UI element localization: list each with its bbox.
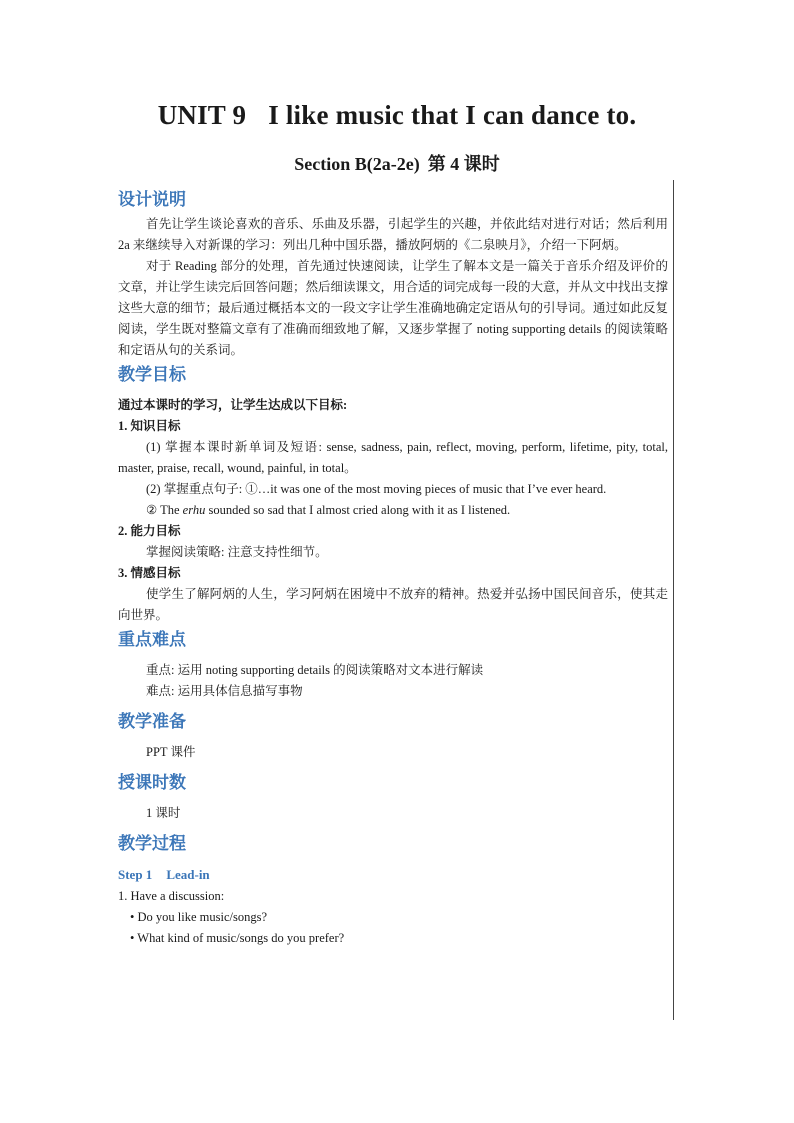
discussion-bullet-2: • What kind of music/songs do you prefer? — [130, 931, 345, 945]
hours-heading: 授课时数 — [118, 773, 186, 793]
emotion-text: 使学生了解阿炳的人生，学习阿炳在困境中不放弃的精神。热爱并弘扬中国民间音乐，使其走向世界。 — [118, 587, 668, 622]
unit-title: I like music that I can dance to. — [268, 100, 637, 130]
prep-heading: 教学准备 — [118, 712, 186, 732]
knowledge-title: 1. 知识目标 — [118, 419, 181, 433]
process-item-1: 1. Have a discussion: — [118, 889, 225, 903]
page-title — [0, 100, 794, 131]
discussion-bullet-1: • Do you like music/songs? — [130, 910, 268, 924]
emotion-title: 3. 情感目标 — [118, 566, 181, 580]
unit-label: UNIT 9 — [157, 100, 247, 130]
document-body — [118, 186, 668, 949]
goals-heading: 教学目标 — [118, 365, 186, 385]
ability-text: 掌握阅读策略: 注意支持性细节。 — [146, 545, 328, 559]
design-paragraph-2: 对于 Reading 部分的处理，首先通过快速阅读，让学生了解本文是一篇关于音乐介绍及评价的文章，并让学生读完后回答问题；然后细读课文，用合适的词完成每一段的大意，并从文中找出支撑这些大意的细节；最后通过概括本文的一段文字让学生准确地确定定语从句的引导词。通过如此反复阅读，学生既对整篇文章有了准确而细致地了解，又逐步掌握了 noting supporting details 的阅读策略和定语从句的关系词。 — [118, 259, 669, 357]
prep-text: PPT 课件 — [146, 745, 196, 759]
knowledge-item-3: ② The erhu sounded so sad that I almost cried along with it as I listened. — [146, 503, 511, 517]
design-paragraph-1: 首先让学生谈论喜欢的音乐、乐曲及乐器，引起学生的兴趣，并依此结对进行对话；然后利用 2a 来继续导入对新课的学习：列出几种中国乐器，播放阿炳的《二泉映月》，介绍一下阿炳。 — [118, 217, 668, 252]
step-1-heading: Step 1 Lead-in — [118, 867, 210, 882]
knowledge-item-1: (1) 掌握本课时新单词及短语: sense, sadness, pain, reflect, moving, perform, lifetime, pity, total, master, praise, recall, wound, painful, in total。 — [118, 440, 668, 475]
lesson-label: 第 4 课时 — [427, 154, 500, 174]
ability-title: 2. 能力目标 — [118, 524, 181, 538]
keypoint-key: 重点: 运用 noting supporting details 的阅读策略对文本进行解读 — [146, 663, 484, 677]
knowledge-item-2: (2) 掌握重点句子: ①…it was one of the most moving pieces of music that I’ve ever heard. — [146, 482, 607, 496]
keypoints-heading: 重点难点 — [118, 630, 186, 650]
process-heading: 教学过程 — [118, 834, 186, 854]
page-subtitle — [0, 150, 794, 176]
margin-rule — [673, 180, 674, 1020]
goals-intro: 通过本课时的学习，让学生达成以下目标: — [118, 398, 348, 412]
design-heading: 设计说明 — [118, 190, 186, 210]
keypoint-difficult: 难点: 运用具体信息描写事物 — [146, 684, 303, 698]
hours-text: 1 课时 — [146, 806, 181, 820]
section-label: Section B(2a-2e) — [294, 154, 420, 174]
